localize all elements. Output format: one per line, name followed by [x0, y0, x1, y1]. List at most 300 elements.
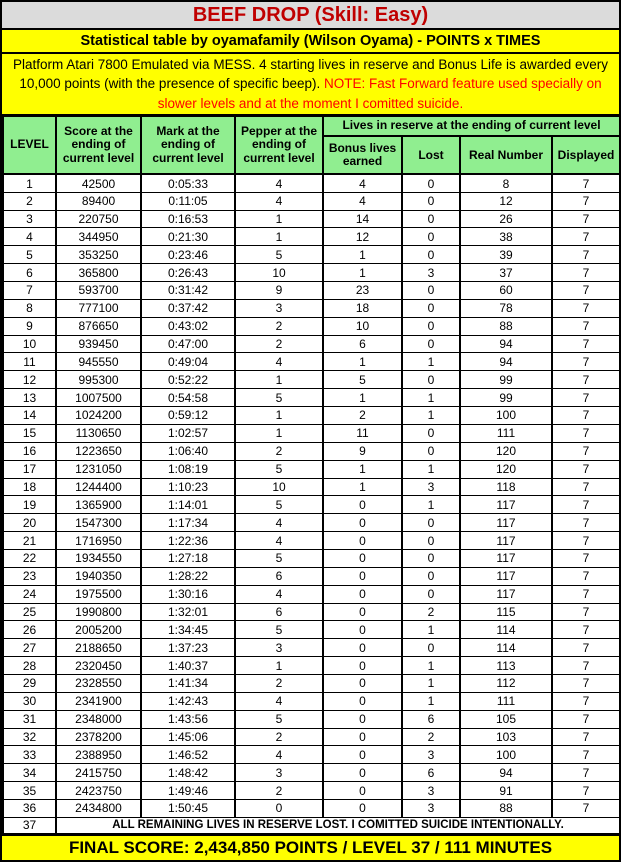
cell-pepper: 4 — [235, 692, 323, 710]
cell-lost: 0 — [402, 371, 460, 389]
cell-mark: 1:22:36 — [141, 532, 235, 550]
cell-displayed: 7 — [552, 228, 620, 246]
cell-bonus-lives: 10 — [323, 317, 402, 335]
cell-lost: 3 — [402, 799, 460, 817]
cell-pepper: 5 — [235, 621, 323, 639]
cell-pepper: 10 — [235, 264, 323, 282]
cell-score: 2378200 — [56, 728, 141, 746]
table-row — [3, 639, 620, 657]
cell-level: 36 — [3, 799, 56, 817]
cell-lost: 0 — [402, 514, 460, 532]
cell-lost: 0 — [402, 532, 460, 550]
table-row — [3, 424, 620, 442]
description-note-text: NOTE: Fast Forward feature used specially on slower levels and at the moment I comitted suicide. — [157, 76, 602, 111]
cell-score: 2341900 — [56, 692, 141, 710]
cell-bonus-lives: 1 — [323, 460, 402, 478]
cell-mark: 0:52:22 — [141, 371, 235, 389]
cell-score: 1975500 — [56, 585, 141, 603]
cell-level: 37 — [3, 817, 56, 833]
cell-displayed: 7 — [552, 282, 620, 300]
table-row — [3, 317, 620, 335]
cell-score: 1223650 — [56, 442, 141, 460]
cell-bonus-lives: 0 — [323, 514, 402, 532]
table-subtitle: Statistical table by oyamafamily (Wilson Oyama) - POINTS x TIMES — [2, 30, 619, 54]
cell-real-number: 112 — [460, 674, 552, 692]
cell-displayed: 7 — [552, 710, 620, 728]
cell-score: 1716950 — [56, 532, 141, 550]
cell-mark: 1:49:46 — [141, 782, 235, 800]
cell-displayed: 7 — [552, 389, 620, 407]
cell-displayed: 7 — [552, 246, 620, 264]
table-header — [3, 116, 620, 174]
cell-lost: 1 — [402, 657, 460, 675]
cell-mark: 1:40:37 — [141, 657, 235, 675]
table-row — [3, 621, 620, 639]
cell-bonus-lives: 1 — [323, 246, 402, 264]
cell-bonus-lives: 12 — [323, 228, 402, 246]
cell-mark: 0:21:30 — [141, 228, 235, 246]
cell-displayed: 7 — [552, 371, 620, 389]
table-row — [3, 514, 620, 532]
cell-mark: 1:02:57 — [141, 424, 235, 442]
table-row — [3, 192, 620, 210]
cell-bonus-lives: 0 — [323, 782, 402, 800]
table-row — [3, 335, 620, 353]
header-lost: Lost — [402, 136, 460, 174]
header-pepper: Pepper at the ending of current level — [235, 116, 323, 174]
cell-real-number: 100 — [460, 746, 552, 764]
cell-pepper: 5 — [235, 460, 323, 478]
cell-lost: 0 — [402, 299, 460, 317]
cell-pepper: 5 — [235, 496, 323, 514]
cell-displayed: 7 — [552, 353, 620, 371]
cell-score: 876650 — [56, 317, 141, 335]
cell-real-number: 88 — [460, 317, 552, 335]
cell-displayed: 7 — [552, 692, 620, 710]
cell-pepper: 3 — [235, 639, 323, 657]
cell-pepper: 5 — [235, 549, 323, 567]
cell-pepper: 4 — [235, 192, 323, 210]
cell-real-number: 38 — [460, 228, 552, 246]
table-row — [3, 782, 620, 800]
table-row — [3, 174, 620, 192]
cell-mark: 1:32:01 — [141, 603, 235, 621]
table-row-final — [3, 817, 620, 833]
cell-displayed: 7 — [552, 496, 620, 514]
cell-real-number: 94 — [460, 764, 552, 782]
cell-mark: 0:23:46 — [141, 246, 235, 264]
table-row — [3, 692, 620, 710]
cell-real-number: 117 — [460, 549, 552, 567]
table-row — [3, 246, 620, 264]
cell-pepper: 1 — [235, 657, 323, 675]
cell-bonus-lives: 0 — [323, 728, 402, 746]
cell-bonus-lives: 1 — [323, 389, 402, 407]
table-row — [3, 549, 620, 567]
cell-bonus-lives: 0 — [323, 746, 402, 764]
cell-bonus-lives: 0 — [323, 639, 402, 657]
cell-bonus-lives: 0 — [323, 710, 402, 728]
cell-lost: 6 — [402, 710, 460, 728]
cell-pepper: 3 — [235, 299, 323, 317]
cell-lost: 1 — [402, 621, 460, 639]
cell-displayed: 7 — [552, 210, 620, 228]
cell-score: 777100 — [56, 299, 141, 317]
cell-displayed: 7 — [552, 764, 620, 782]
cell-score: 42500 — [56, 174, 141, 192]
cell-score: 1934550 — [56, 549, 141, 567]
table-row — [3, 567, 620, 585]
cell-score: 2434800 — [56, 799, 141, 817]
cell-level: 23 — [3, 567, 56, 585]
cell-pepper: 6 — [235, 567, 323, 585]
cell-score: 1007500 — [56, 389, 141, 407]
cell-mark: 0:59:12 — [141, 407, 235, 425]
cell-mark: 0:31:42 — [141, 282, 235, 300]
cell-mark: 1:14:01 — [141, 496, 235, 514]
cell-displayed: 7 — [552, 407, 620, 425]
header-level: LEVEL — [3, 116, 56, 174]
header-lives-group: Lives in reserve at the ending of current level — [323, 116, 620, 136]
cell-real-number: 100 — [460, 407, 552, 425]
cell-score: 353250 — [56, 246, 141, 264]
cell-lost: 0 — [402, 585, 460, 603]
header-bonus-lives: Bonus lives earned — [323, 136, 402, 174]
cell-real-number: 12 — [460, 192, 552, 210]
cell-pepper: 5 — [235, 389, 323, 407]
cell-bonus-lives: 0 — [323, 496, 402, 514]
cell-lost: 0 — [402, 228, 460, 246]
cell-mark: 0:49:04 — [141, 353, 235, 371]
cell-score: 2005200 — [56, 621, 141, 639]
cell-pepper: 2 — [235, 728, 323, 746]
cell-lost: 1 — [402, 674, 460, 692]
cell-displayed: 7 — [552, 514, 620, 532]
cell-level: 26 — [3, 621, 56, 639]
cell-lost: 1 — [402, 389, 460, 407]
cell-real-number: 120 — [460, 460, 552, 478]
cell-level: 18 — [3, 478, 56, 496]
cell-mark: 1:06:40 — [141, 442, 235, 460]
cell-mark: 0:54:58 — [141, 389, 235, 407]
cell-displayed: 7 — [552, 799, 620, 817]
cell-pepper: 2 — [235, 317, 323, 335]
cell-level: 3 — [3, 210, 56, 228]
cell-level: 13 — [3, 389, 56, 407]
cell-level: 20 — [3, 514, 56, 532]
cell-pepper: 4 — [235, 514, 323, 532]
cell-real-number: 113 — [460, 657, 552, 675]
cell-score: 995300 — [56, 371, 141, 389]
cell-score: 1940350 — [56, 567, 141, 585]
header-mark: Mark at the ending of current level — [141, 116, 235, 174]
table-row — [3, 674, 620, 692]
cell-score: 1231050 — [56, 460, 141, 478]
table-row — [3, 657, 620, 675]
table-row — [3, 532, 620, 550]
cell-level: 35 — [3, 782, 56, 800]
cell-level: 25 — [3, 603, 56, 621]
cell-displayed: 7 — [552, 299, 620, 317]
cell-pepper: 10 — [235, 478, 323, 496]
cell-bonus-lives: 9 — [323, 442, 402, 460]
cell-level: 11 — [3, 353, 56, 371]
cell-level: 14 — [3, 407, 56, 425]
cell-real-number: 117 — [460, 567, 552, 585]
cell-displayed: 7 — [552, 424, 620, 442]
table-row — [3, 710, 620, 728]
cell-real-number: 8 — [460, 174, 552, 192]
table-row — [3, 442, 620, 460]
cell-score: 2388950 — [56, 746, 141, 764]
table-row — [3, 264, 620, 282]
cell-bonus-lives: 0 — [323, 799, 402, 817]
cell-mark: 1:37:23 — [141, 639, 235, 657]
table-row — [3, 210, 620, 228]
stats-table — [2, 116, 621, 834]
cell-score: 1130650 — [56, 424, 141, 442]
cell-level: 27 — [3, 639, 56, 657]
cell-mark: 1:43:56 — [141, 710, 235, 728]
cell-bonus-lives: 11 — [323, 424, 402, 442]
cell-lost: 1 — [402, 353, 460, 371]
cell-level: 21 — [3, 532, 56, 550]
cell-lost: 0 — [402, 317, 460, 335]
cell-displayed: 7 — [552, 603, 620, 621]
cell-level: 5 — [3, 246, 56, 264]
cell-pepper: 3 — [235, 764, 323, 782]
cell-lost: 0 — [402, 549, 460, 567]
cell-mark: 0:11:05 — [141, 192, 235, 210]
cell-real-number: 105 — [460, 710, 552, 728]
cell-suicide-message: ALL REMAINING LIVES IN RESERVE LOST. I COMITTED SUICIDE INTENTIONALLY. — [56, 817, 620, 833]
cell-lost: 2 — [402, 603, 460, 621]
cell-bonus-lives: 6 — [323, 335, 402, 353]
cell-pepper: 0 — [235, 799, 323, 817]
cell-displayed: 7 — [552, 335, 620, 353]
platform-description — [2, 54, 619, 116]
cell-score: 1024200 — [56, 407, 141, 425]
cell-score: 1990800 — [56, 603, 141, 621]
cell-pepper: 4 — [235, 585, 323, 603]
cell-lost: 0 — [402, 567, 460, 585]
cell-mark: 0:37:42 — [141, 299, 235, 317]
cell-lost: 0 — [402, 639, 460, 657]
cell-mark: 1:34:45 — [141, 621, 235, 639]
cell-lost: 1 — [402, 692, 460, 710]
cell-score: 365800 — [56, 264, 141, 282]
cell-displayed: 7 — [552, 317, 620, 335]
cell-lost: 0 — [402, 246, 460, 264]
description-main-text: Platform Atari 7800 Emulated via MESS. 4 starting lives in reserve and Bonus Life is awarded every 10,000 points (with the presence of specific beep). — [12, 57, 609, 92]
table-row — [3, 496, 620, 514]
cell-displayed: 7 — [552, 782, 620, 800]
cell-score: 1547300 — [56, 514, 141, 532]
cell-displayed: 7 — [552, 639, 620, 657]
cell-pepper: 9 — [235, 282, 323, 300]
cell-level: 9 — [3, 317, 56, 335]
cell-level: 28 — [3, 657, 56, 675]
cell-pepper: 1 — [235, 407, 323, 425]
cell-score: 2188650 — [56, 639, 141, 657]
cell-lost: 3 — [402, 746, 460, 764]
cell-real-number: 78 — [460, 299, 552, 317]
cell-level: 34 — [3, 764, 56, 782]
cell-bonus-lives: 1 — [323, 478, 402, 496]
cell-mark: 1:41:34 — [141, 674, 235, 692]
cell-bonus-lives: 0 — [323, 567, 402, 585]
cell-level: 2 — [3, 192, 56, 210]
cell-mark: 1:48:42 — [141, 764, 235, 782]
cell-displayed: 7 — [552, 192, 620, 210]
cell-mark: 1:50:45 — [141, 799, 235, 817]
cell-real-number: 117 — [460, 532, 552, 550]
table-row — [3, 228, 620, 246]
cell-lost: 0 — [402, 192, 460, 210]
cell-bonus-lives: 0 — [323, 621, 402, 639]
cell-bonus-lives: 0 — [323, 674, 402, 692]
cell-displayed: 7 — [552, 728, 620, 746]
cell-displayed: 7 — [552, 532, 620, 550]
table-row — [3, 603, 620, 621]
cell-mark: 1:28:22 — [141, 567, 235, 585]
cell-real-number: 117 — [460, 496, 552, 514]
cell-bonus-lives: 0 — [323, 532, 402, 550]
cell-mark: 1:42:43 — [141, 692, 235, 710]
cell-level: 12 — [3, 371, 56, 389]
cell-bonus-lives: 1 — [323, 264, 402, 282]
cell-displayed: 7 — [552, 549, 620, 567]
cell-score: 89400 — [56, 192, 141, 210]
cell-displayed: 7 — [552, 264, 620, 282]
table-row — [3, 764, 620, 782]
cell-pepper: 1 — [235, 210, 323, 228]
cell-bonus-lives: 4 — [323, 192, 402, 210]
cell-bonus-lives: 23 — [323, 282, 402, 300]
cell-level: 10 — [3, 335, 56, 353]
cell-mark: 0:26:43 — [141, 264, 235, 282]
cell-bonus-lives: 0 — [323, 585, 402, 603]
cell-score: 2328550 — [56, 674, 141, 692]
cell-bonus-lives: 0 — [323, 764, 402, 782]
cell-mark: 1:30:16 — [141, 585, 235, 603]
cell-displayed: 7 — [552, 567, 620, 585]
cell-pepper: 2 — [235, 442, 323, 460]
cell-score: 1244400 — [56, 478, 141, 496]
cell-mark: 0:47:00 — [141, 335, 235, 353]
cell-real-number: 117 — [460, 514, 552, 532]
cell-bonus-lives: 0 — [323, 603, 402, 621]
cell-displayed: 7 — [552, 746, 620, 764]
cell-score: 220750 — [56, 210, 141, 228]
cell-real-number: 118 — [460, 478, 552, 496]
table-row — [3, 407, 620, 425]
cell-pepper: 1 — [235, 228, 323, 246]
cell-level: 6 — [3, 264, 56, 282]
cell-score: 1365900 — [56, 496, 141, 514]
cell-bonus-lives: 14 — [323, 210, 402, 228]
cell-level: 24 — [3, 585, 56, 603]
cell-pepper: 4 — [235, 353, 323, 371]
cell-level: 33 — [3, 746, 56, 764]
cell-level: 15 — [3, 424, 56, 442]
cell-level: 19 — [3, 496, 56, 514]
cell-lost: 0 — [402, 174, 460, 192]
table-row — [3, 299, 620, 317]
cell-lost: 0 — [402, 282, 460, 300]
cell-lost: 1 — [402, 407, 460, 425]
cell-real-number: 39 — [460, 246, 552, 264]
cell-mark: 1:10:23 — [141, 478, 235, 496]
cell-bonus-lives: 5 — [323, 371, 402, 389]
cell-bonus-lives: 18 — [323, 299, 402, 317]
cell-displayed: 7 — [552, 674, 620, 692]
cell-real-number: 114 — [460, 639, 552, 657]
cell-score: 2423750 — [56, 782, 141, 800]
cell-lost: 0 — [402, 210, 460, 228]
cell-bonus-lives: 1 — [323, 353, 402, 371]
cell-score: 2348000 — [56, 710, 141, 728]
cell-real-number: 94 — [460, 335, 552, 353]
cell-pepper: 2 — [235, 335, 323, 353]
header-displayed: Displayed — [552, 136, 620, 174]
cell-score: 939450 — [56, 335, 141, 353]
cell-real-number: 26 — [460, 210, 552, 228]
cell-lost: 3 — [402, 782, 460, 800]
table-body — [3, 174, 620, 833]
cell-score: 2415750 — [56, 764, 141, 782]
cell-level: 29 — [3, 674, 56, 692]
cell-real-number: 88 — [460, 799, 552, 817]
cell-lost: 3 — [402, 264, 460, 282]
cell-pepper: 5 — [235, 246, 323, 264]
cell-pepper: 4 — [235, 532, 323, 550]
cell-mark: 0:05:33 — [141, 174, 235, 192]
cell-pepper: 6 — [235, 603, 323, 621]
cell-score: 2320450 — [56, 657, 141, 675]
cell-real-number: 120 — [460, 442, 552, 460]
cell-level: 22 — [3, 549, 56, 567]
cell-level: 8 — [3, 299, 56, 317]
cell-bonus-lives: 0 — [323, 657, 402, 675]
table-row — [3, 282, 620, 300]
cell-real-number: 111 — [460, 692, 552, 710]
final-score-bar: FINAL SCORE: 2,434,850 POINTS / LEVEL 37 / 111 MINUTES — [2, 834, 619, 860]
cell-pepper: 5 — [235, 710, 323, 728]
cell-lost: 6 — [402, 764, 460, 782]
cell-mark: 1:45:06 — [141, 728, 235, 746]
cell-pepper: 4 — [235, 746, 323, 764]
cell-mark: 1:08:19 — [141, 460, 235, 478]
cell-level: 1 — [3, 174, 56, 192]
cell-lost: 1 — [402, 460, 460, 478]
table-row — [3, 746, 620, 764]
cell-bonus-lives: 2 — [323, 407, 402, 425]
cell-real-number: 99 — [460, 371, 552, 389]
table-row — [3, 460, 620, 478]
table-row — [3, 353, 620, 371]
cell-mark: 1:46:52 — [141, 746, 235, 764]
cell-real-number: 37 — [460, 264, 552, 282]
cell-real-number: 60 — [460, 282, 552, 300]
cell-pepper: 4 — [235, 174, 323, 192]
cell-bonus-lives: 0 — [323, 549, 402, 567]
cell-displayed: 7 — [552, 585, 620, 603]
cell-displayed: 7 — [552, 174, 620, 192]
cell-displayed: 7 — [552, 657, 620, 675]
cell-level: 30 — [3, 692, 56, 710]
cell-real-number: 91 — [460, 782, 552, 800]
